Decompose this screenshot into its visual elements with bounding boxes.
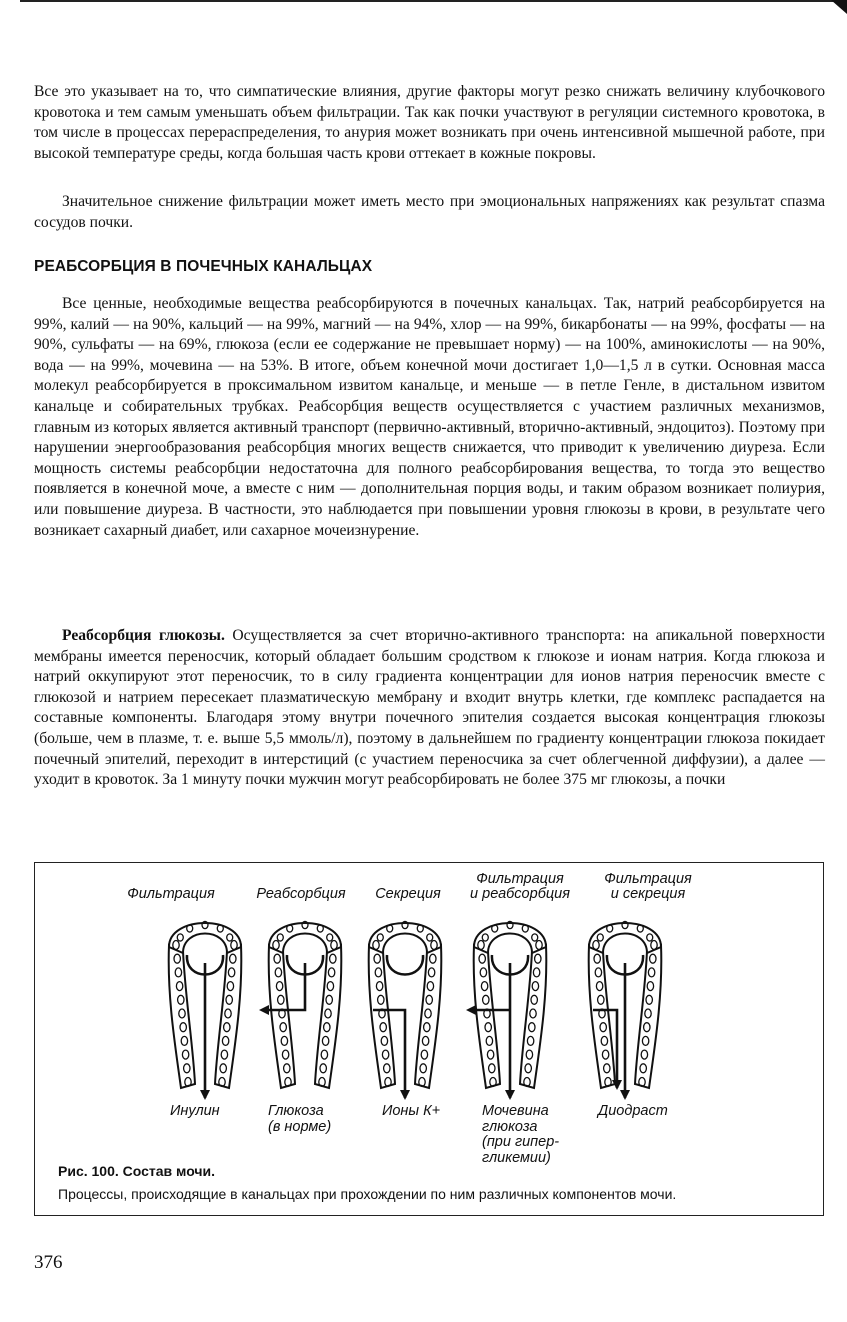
capsule-cup [269, 923, 341, 953]
arrow-head [620, 1090, 630, 1100]
section-heading: РЕАБСОРБЦИЯ В ПОЧЕЧНЫХ КАНАЛЬЦАХ [34, 258, 373, 275]
tubule-left-wall [369, 945, 395, 1088]
glucose-text: Осуществляется за счет вторично-активного транспорта: на апикальной поверхности мембраны имеется переносчик, который обладает большим сродством к глюкозе и ионам натрия. Когда глюкоза и натрий оккупируют этот переносчик, то в силу градиента концентрации для ионов натрия переносчик вместе с глюкозой и натрием пересекает плазматическую мембрану и входит внутрь клетки, где комплекс распадается на составные компоненты. Благодаря этому внутри почечного эпителия создается высокая концентрация глюкозы (больше, чем в плазме, т. е. выше 5,5 ммоль/л), поэтому в дальнейшем по градиенту концентрации глюкоза покидает почечный эпителий, переходит в интерстиций (с участием переносчика за счет облегченной диффузии), а далее — уходит в кровоток. За 1 минуту почки мужчин могут реабсорбировать не более 375 мг глюкозы, а почки [34, 627, 825, 789]
tubule-left-wall [269, 945, 295, 1088]
tubule-right-wall [215, 945, 241, 1088]
capillary-loop [387, 955, 423, 975]
page-number: 376 [34, 1252, 63, 1273]
process-label-filtration-reabsorption: Фильтрация и реабсорбция [470, 871, 570, 902]
capsule-cup [169, 923, 241, 953]
figure-caption: Процессы, происходящие в канальцах при прохождении по ним различных компонентов мочи. [58, 1186, 677, 1202]
tubule-right-wall [315, 945, 341, 1088]
arrow-head [200, 1090, 210, 1100]
component-label-potassium: Ионы К+ [382, 1103, 441, 1119]
process-label-reabsorption: Реабсорбция [256, 886, 346, 902]
arrow-head [466, 1005, 476, 1015]
capsule-cup [474, 923, 546, 953]
arrow-head [400, 1090, 410, 1100]
figure-title: Рис. 100. Состав мочи. [58, 1163, 216, 1179]
tubule-left-wall [169, 945, 195, 1088]
paragraph-text: Все ценные, необходимые вещества реабсорбируются в почечных канальцах. Так, натрий реабсорбируется на 99%, калий — на 90%, кальций — на 99%, магний — на 94%, хлор — на 99%, бикарбонаты — на 99%, фосфаты — на 90%, сульфаты — на 69%, глюкоза (если ее содержание не превышает норму) — на 100%, аминокислоты — на 90%, вода — на 99%, мочевина — на 53%. В итоге, объем конечной мочи достигает 1,0—1,5 л в сутки. Основная масса молекул реабсорбируется в проксимальном извитом канальце, и меньше — в петле Генле, в дистальном извитом канальце и собирательных трубках. Реабсорбция веществ осуществляется с участием различных механизмов, главным из которых является активный транспорт (первично-активный, вторично-активный, эндоцитоз). Поэтому при нарушении энергообразования реабсорбция многих веществ снижается, что приводит к увеличению диуреза. Если мощность системы реабсорбции недостаточна для полного реабсорбирования вещества, то тогда это вещество появляется в конечной моче, а вместе с ним — дополнительная порция воды, и таким образом возникает полиурия, или повышение диуреза. В частности, это наблюдается при повышении уровня глюкозы в крови, в результате чего возникает сахарный диабет, или сахарное мочеизнурение. [34, 295, 825, 539]
capsule-cup [589, 923, 661, 953]
component-label-inulin: Инулин [170, 1103, 220, 1119]
paragraph-text: Значительное снижение фильтрации может иметь место при эмоциональных напряжениях как результат спазма сосудов почки. [34, 193, 825, 231]
component-label-glucose: Глюкоза (в норме) [268, 1103, 332, 1135]
paragraph-text: Все это указывает на то, что симпатические влияния, другие факторы могут резко снижать величину клубочкового кровотока и тем самым уменьшать объем фильтрации. Так как почки участвуют в регуляции системного кровотока, в том числе в процессах перераспределения, то анурия может возникать при очень интенсивной мышечной работе, при высокой температуре среды, когда большая часть крови оттекает в кожные покровы. [34, 83, 825, 162]
process-label-secretion: Секреция [375, 886, 441, 902]
process-label-filtration-secretion: Фильтрация и секреция [604, 871, 692, 902]
component-label-diodrast: Диодраст [598, 1103, 668, 1119]
glucose-lead: Реабсорбция глюкозы. [62, 627, 225, 644]
tubule-left-wall [474, 945, 500, 1088]
capsule-cup [369, 923, 441, 953]
arrow-head [505, 1090, 515, 1100]
arrow-head [259, 1005, 269, 1015]
tubule-right-wall [635, 945, 661, 1088]
component-label-urea: Мочевина глюкоза (при гипер- гликемии) [482, 1103, 560, 1166]
tubule-right-wall [520, 945, 546, 1088]
tubule-right-wall [415, 945, 441, 1088]
tubule-left-wall [589, 945, 615, 1088]
process-label-filtration: Фильтрация [127, 886, 215, 902]
